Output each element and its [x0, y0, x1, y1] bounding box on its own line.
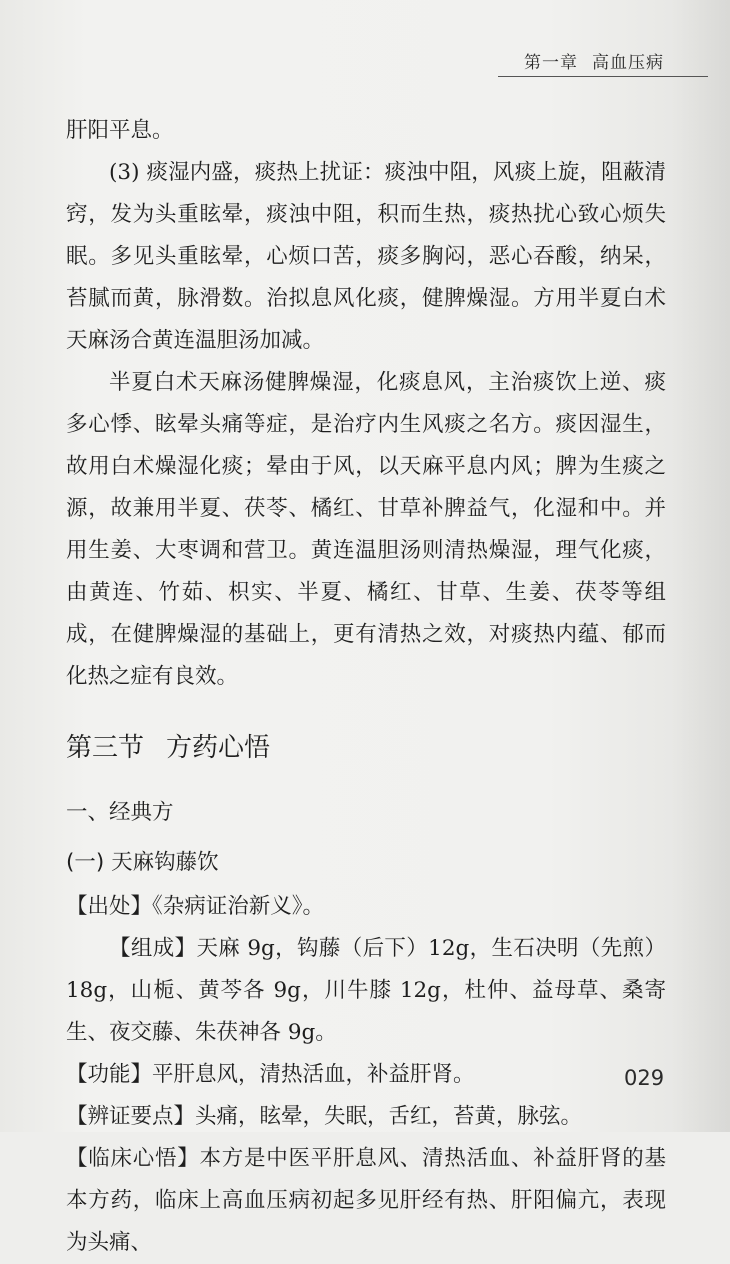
entry-clinical: [66, 1138, 666, 1264]
paragraph-formula-explanation: 半夏白术天麻汤健脾燥湿，化痰息风，主治痰饮上逆、痰多心悸、眩晕头痛等症，是治疗内生风痰之名方。痰因湿生，故用白术燥湿化痰；晕由于风，以天麻平息内风；脾为生痰之源，故兼用半夏、茯苓、橘红、甘草补脾益气，化湿和中。并用生姜、大枣调和营卫。黄连温胆汤则清热燥湿，理气化痰，由黄连、竹茹、枳实、半夏、橘红、甘草、生姜、茯苓等组成，在健脾燥湿的基础上，更有清热之效，对痰热内蕴、郁而化热之症有良效。: [66, 370, 666, 689]
entry-function-text: 平肝息风，清热活血，补益肝肾。: [152, 1062, 475, 1087]
running-header: [524, 48, 664, 73]
chapter-number: 第一章: [524, 53, 578, 73]
entry-composition: [66, 928, 666, 1054]
entry-composition-text: 天麻 9g，钩藤（后下）12g，生石决明（先煎）18g，山栀、黄芩各 9g，川牛膝 12g，杜仲、益母草、桑寄生、夜交藤、朱茯神各 9g。: [66, 936, 666, 1045]
section-number: 第三节: [66, 733, 145, 763]
subheading-classic-formulas: 一、经典方: [66, 800, 174, 825]
entry-diagnosis: [66, 1096, 666, 1138]
entry-diagnosis-text: 头痛，眩晕，失眠，舌红，苔黄，脉弦。: [195, 1104, 583, 1129]
page-number: 029: [624, 1066, 665, 1090]
entry-function-tag: 【功能】: [66, 1062, 153, 1087]
entry-function: [66, 1054, 666, 1096]
section-heading: [66, 724, 666, 772]
section-title: 方药心悟: [166, 733, 271, 763]
page-body: [66, 110, 666, 1264]
entry-source: [66, 886, 666, 928]
header-rule: [498, 76, 708, 77]
paragraph-phlegm-damp: (3) 痰湿内盛，痰热上扰证：痰浊中阻，风痰上旋，阻蔽清窍，发为头重眩晕，痰浊中阻，积而生热，痰热扰心致心烦失眠。多见头重眩晕，心烦口苦，痰多胸闷，恶心吞酸，纳呆，苔腻而黄，脉滑数。治拟息风化痰，健脾燥湿。方用半夏白术天麻汤合黄连温胆汤加减。: [66, 160, 666, 353]
entry-diagnosis-tag: 【辨证要点】: [66, 1104, 196, 1129]
entry-composition-tag: 【组成】: [109, 936, 197, 961]
chapter-title: 高血压病: [592, 53, 664, 73]
paragraph-continuation: 肝阳平息。: [66, 118, 174, 143]
entry-source-tag: 【出处】: [66, 894, 153, 919]
entry-clinical-tag: 【临床心悟】: [66, 1146, 200, 1171]
formula-heading: (一) 天麻钩藤饮: [66, 850, 219, 875]
entry-clinical-text: 本方是中医平肝息风、清热活血、补益肝肾的基本方药，临床上高血压病初起多见肝经有热、肝阳偏亢，表现为头痛、: [66, 1146, 666, 1255]
entry-source-text: 《杂病证治新义》。: [152, 894, 325, 919]
page-shadow: [670, 0, 730, 1132]
